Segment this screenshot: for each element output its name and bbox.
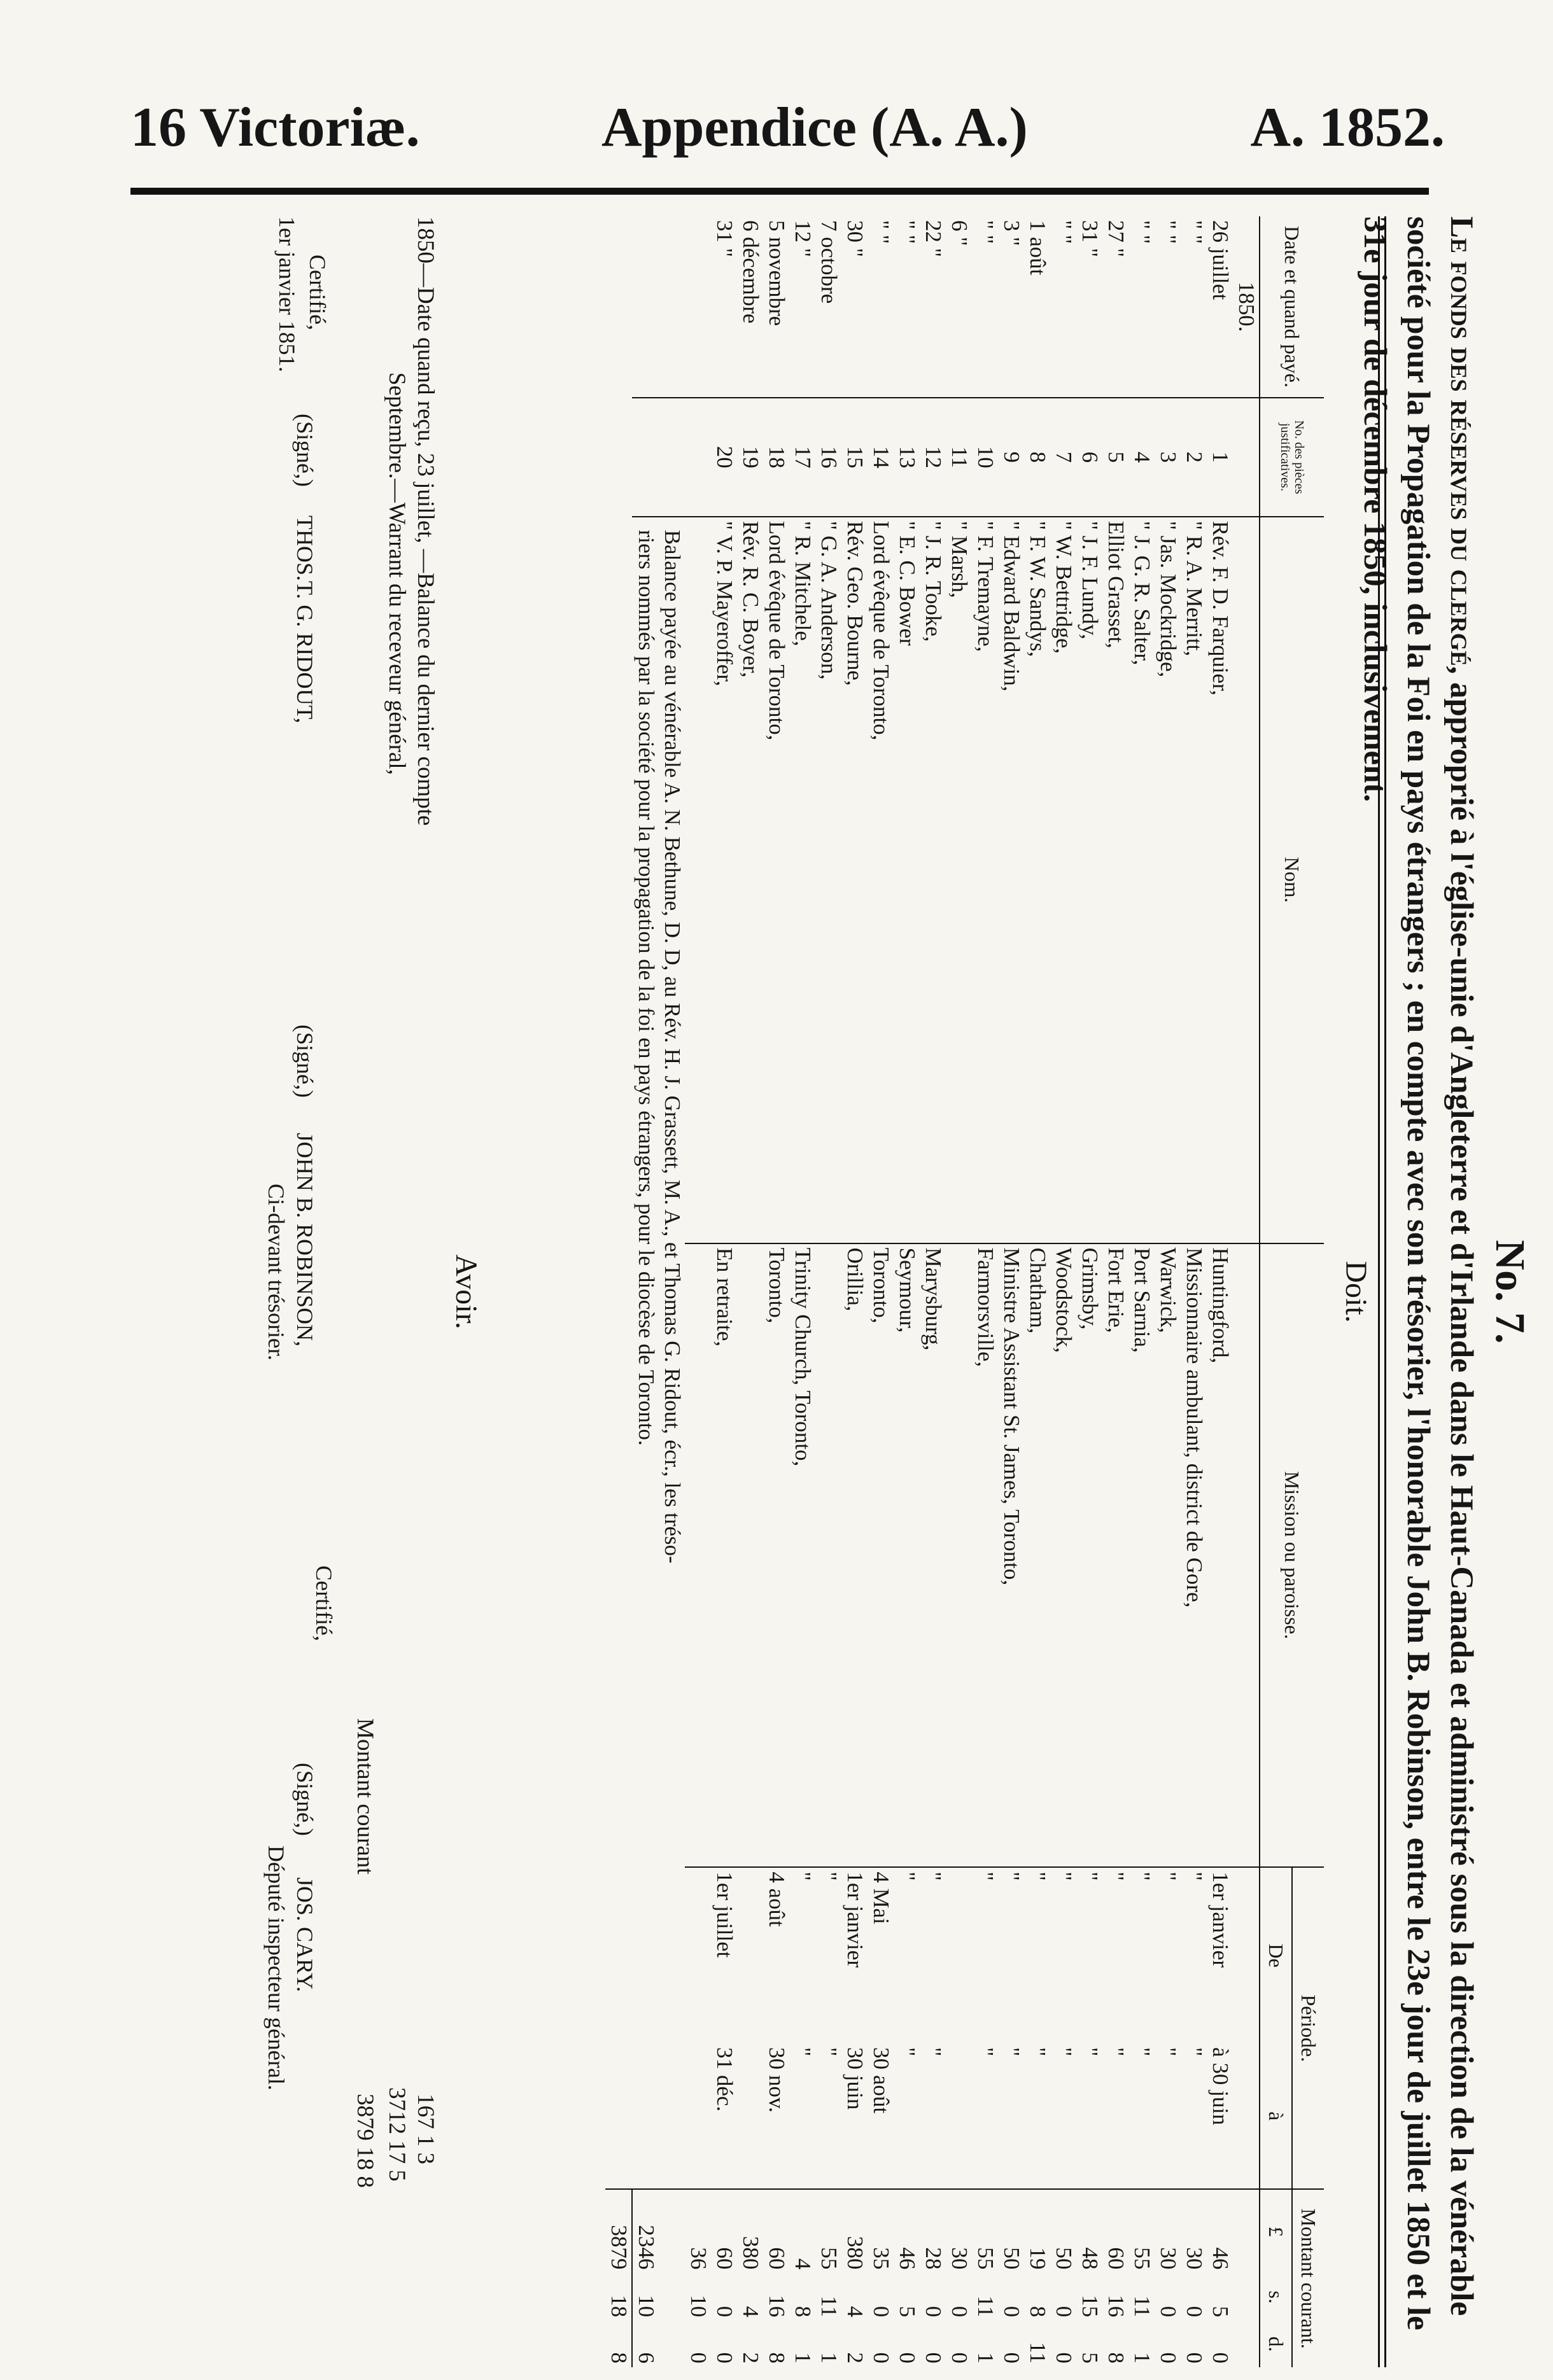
balance-pence: 6 bbox=[634, 2352, 659, 2363]
row-periode-de bbox=[737, 1867, 763, 2043]
row-periode-de: " bbox=[998, 1867, 1024, 2043]
row-voucher-no: 5 bbox=[1102, 398, 1128, 516]
row-mission: Missionnaire ambulant, district de Gore, bbox=[1181, 1243, 1207, 1868]
row-periode-a: 30 août bbox=[869, 2047, 894, 2114]
row-nom: Rév. Geo. Bourne, bbox=[841, 517, 868, 1243]
row-pence: 8 bbox=[764, 2352, 789, 2363]
table-row bbox=[1050, 216, 1076, 2367]
extra-pence: 0 bbox=[686, 2352, 711, 2363]
row-nom: Rév. F. D. Farquier, bbox=[1207, 517, 1233, 1243]
row-voucher-no: 18 bbox=[763, 398, 789, 516]
balance-text-2: riers nommés par la société pour la propagation de la foi en pays étrangers, pour le diocèse de Toronto. bbox=[632, 517, 659, 2190]
running-head-center: Appendice (A. A.) bbox=[601, 97, 1028, 158]
certifie-1: Certifié, bbox=[305, 255, 330, 330]
col-mission-header: Mission ou paroisse. bbox=[1260, 1243, 1324, 1868]
row-pence: 0 bbox=[999, 2352, 1024, 2363]
row-pence: 0 bbox=[712, 2352, 737, 2363]
row-date: " " bbox=[1051, 220, 1076, 244]
row-pounds: 55 bbox=[972, 2189, 998, 2273]
extra-shillings: 10 bbox=[686, 2295, 711, 2318]
row-nom: " J. G. R. Salter, bbox=[1128, 517, 1155, 1243]
row-mission: Fort Erie, bbox=[1102, 1243, 1128, 1868]
row-nom: Lord évêque de Toronto, bbox=[868, 517, 894, 1243]
blank bbox=[632, 398, 659, 516]
avoir-line-3: Montant courant bbox=[352, 1718, 378, 1875]
row-pounds: 60 bbox=[1102, 2189, 1128, 2273]
balance-shillings: 10 bbox=[634, 2295, 659, 2318]
row-periode-a: " bbox=[1051, 2047, 1076, 2057]
row-pence: 1 bbox=[1130, 2352, 1155, 2363]
row-mission: Toronto, bbox=[868, 1243, 894, 1868]
header-rule bbox=[130, 188, 1429, 195]
row-pence: 11 bbox=[1025, 2342, 1050, 2363]
row-periode-de: " bbox=[1050, 1867, 1076, 2043]
row-voucher-no: 14 bbox=[868, 398, 894, 516]
row-periode-de: 4 Mai bbox=[868, 1867, 894, 2043]
table-row bbox=[1102, 216, 1128, 2367]
col-pieces-header: No. des pièces justificatives. bbox=[1260, 398, 1324, 516]
row-pence: 0 bbox=[947, 2352, 972, 2363]
row-date: 6 " bbox=[947, 220, 972, 246]
blank bbox=[685, 1867, 711, 2043]
total-pence: 8 bbox=[605, 2321, 632, 2367]
row-voucher-no: 13 bbox=[894, 398, 920, 516]
row-pounds: 55 bbox=[1128, 2189, 1155, 2273]
row-periode-de: " bbox=[894, 1867, 920, 2043]
row-pounds: 46 bbox=[1207, 2189, 1233, 2273]
row-periode-de: 1er janvier bbox=[841, 1867, 868, 2043]
row-nom: " J. F. Lundy, bbox=[1076, 517, 1102, 1243]
table-row bbox=[920, 216, 946, 2367]
row-shillings: 5 bbox=[895, 2306, 920, 2318]
row-nom: " Jas. Mockridge, bbox=[1155, 517, 1181, 1243]
row-periode-a: " bbox=[895, 2047, 920, 2057]
row-shillings: 8 bbox=[1025, 2306, 1050, 2318]
col-periode-header: Période. bbox=[1292, 1867, 1324, 2189]
row-shillings: 0 bbox=[1182, 2306, 1207, 2318]
avoir-line-1-amount: 167 1 3 bbox=[412, 2094, 439, 2164]
row-date: " " bbox=[869, 220, 894, 244]
table-row bbox=[946, 216, 972, 2367]
col-nom-header: Nom. bbox=[1260, 517, 1324, 1243]
running-head-left: 16 Victoriæ. bbox=[130, 97, 420, 158]
row-pence: 0 bbox=[1208, 2352, 1233, 2363]
table-row bbox=[868, 216, 894, 2367]
row-pounds: 380 bbox=[737, 2189, 763, 2273]
row-date: 27 " bbox=[1104, 220, 1128, 258]
row-nom: " F. Tremayne, bbox=[972, 517, 998, 1243]
row-date: " " bbox=[1156, 220, 1181, 244]
row-voucher-no: 11 bbox=[946, 398, 972, 516]
row-pence: 0 bbox=[1051, 2352, 1076, 2363]
row-pounds: 19 bbox=[1024, 2189, 1050, 2273]
row-pence: 1 bbox=[973, 2352, 998, 2363]
row-date: 1 août bbox=[1025, 220, 1050, 276]
intro-smallcaps: Le fonds des réserves du clergé, bbox=[1444, 216, 1479, 675]
row-nom: " E. C. Bower bbox=[894, 517, 920, 1243]
row-voucher-no: 3 bbox=[1155, 398, 1181, 516]
row-pounds: 48 bbox=[1076, 2189, 1102, 2273]
row-date: 30 " bbox=[843, 220, 868, 258]
table-row bbox=[789, 216, 815, 2367]
table-row bbox=[1024, 216, 1050, 2367]
double-rule-top bbox=[1378, 216, 1386, 2367]
row-pounds: 60 bbox=[711, 2189, 737, 2273]
row-shillings: 0 bbox=[869, 2306, 894, 2318]
row-pence: 2 bbox=[738, 2352, 763, 2363]
row-periode-de: " bbox=[1102, 1867, 1128, 2043]
row-voucher-no: 20 bbox=[711, 398, 737, 516]
col-a-header: à bbox=[1260, 2043, 1292, 2189]
accounts-table bbox=[605, 216, 1324, 2367]
row-voucher-no: 9 bbox=[998, 398, 1024, 516]
row-nom: " W. Bettridge, bbox=[1050, 517, 1076, 1243]
blank bbox=[685, 2043, 711, 2189]
row-shillings: 16 bbox=[1104, 2295, 1128, 2318]
row-pence: 8 bbox=[1104, 2352, 1128, 2363]
row-periode-a: " bbox=[1182, 2047, 1207, 2057]
row-date: " " bbox=[1182, 220, 1207, 244]
row-shillings: 8 bbox=[791, 2306, 815, 2318]
row-pounds: 30 bbox=[1155, 2189, 1181, 2273]
intro-text: approprié à l'église-unie d'Angleterre et d'Irlande dans le Haut-Canada et administré sous la direction de la vénérable société pour la Propagation de la Foi en pays étrangers ; en compte avec son trésorier, l'honorable John B. Robinson, entre le 23e jour de juillet 1850 et le 31e jour de décembre 1850, inclusivement. bbox=[1357, 216, 1479, 2330]
total-shillings: 18 bbox=[605, 2273, 632, 2321]
row-pence: 1 bbox=[817, 2352, 841, 2363]
row-date: 12 " bbox=[791, 220, 815, 258]
row-date: 3 " bbox=[999, 220, 1024, 246]
row-mission: Chatham, bbox=[1024, 1243, 1050, 1868]
row-periode-a: " bbox=[791, 2047, 815, 2057]
balance-text-1: Balance payée au vénérable A. N. Bethune, D. D, au Rév. H. J. Grassett, M. A., et Thomas G. Ridout, écr., les tréso- bbox=[659, 517, 685, 2190]
row-voucher-no: 10 bbox=[972, 398, 998, 516]
row-pence: 0 bbox=[1182, 2352, 1207, 2363]
row-mission: Marysburg, bbox=[920, 1243, 946, 1868]
row-nom: " R. Mitchele, bbox=[789, 517, 815, 1243]
row-nom: " Marsh, bbox=[946, 517, 972, 1243]
row-voucher-no: 4 bbox=[1128, 398, 1155, 516]
row-date: 31 " bbox=[1078, 220, 1102, 258]
blank bbox=[685, 398, 711, 516]
row-date: 5 novembre bbox=[764, 220, 789, 326]
row-periode-de: " bbox=[1181, 1867, 1207, 2043]
row-periode-a: " bbox=[921, 2047, 946, 2057]
row-periode-de: " bbox=[972, 1867, 998, 2043]
row-periode-a: à 30 juin bbox=[1208, 2047, 1233, 2125]
row-periode-a bbox=[737, 2043, 763, 2189]
col-d-header: d. bbox=[1260, 2321, 1292, 2367]
row-shillings: 0 bbox=[921, 2306, 946, 2318]
row-shillings: 5 bbox=[1208, 2306, 1233, 2318]
year-label: 1850. bbox=[1234, 281, 1259, 332]
row-nom: " G. A. Anderson, bbox=[815, 517, 841, 1243]
row-mission: Warwick, bbox=[1155, 1243, 1181, 1868]
row-pence: 0 bbox=[895, 2352, 920, 2363]
row-periode-de: 4 août bbox=[763, 1867, 789, 2043]
row-date: " " bbox=[895, 220, 920, 244]
certifie-2: Certifié, bbox=[311, 1565, 337, 1641]
row-periode-a: " bbox=[999, 2047, 1024, 2057]
row-mission: Trinity Church, Toronto, bbox=[789, 1243, 815, 1868]
table-body bbox=[605, 216, 1260, 2367]
row-shillings: 4 bbox=[843, 2306, 868, 2318]
row-nom: " R. A. Merritt, bbox=[1181, 517, 1207, 1243]
row-shillings: 0 bbox=[1156, 2306, 1181, 2318]
row-periode-de: " bbox=[1155, 1867, 1181, 2043]
row-mission: Grimsby, bbox=[1076, 1243, 1102, 1868]
table-row bbox=[815, 216, 841, 2367]
table-row bbox=[1155, 216, 1181, 2367]
col-montant-header: Montant courant. bbox=[1292, 2189, 1324, 2367]
row-periode-a: " bbox=[1156, 2047, 1181, 2057]
blank bbox=[685, 1243, 711, 1868]
row-voucher-no: 12 bbox=[920, 398, 946, 516]
row-periode-a: 30 nov. bbox=[764, 2047, 789, 2113]
row-voucher-no: 19 bbox=[737, 398, 763, 516]
total-row bbox=[605, 216, 632, 2367]
row-mission bbox=[815, 1243, 841, 1868]
row-periode-a: " bbox=[1104, 2047, 1128, 2057]
blank bbox=[659, 2321, 685, 2367]
table-row bbox=[1207, 216, 1233, 2367]
row-date: 22 " bbox=[921, 220, 946, 258]
row-nom: Lord évêque de Toronto, bbox=[763, 517, 789, 1243]
date-1851: 1er janvier 1851. bbox=[274, 216, 300, 372]
row-nom: Elliot Grasset, bbox=[1102, 517, 1128, 1243]
row-pence: 0 bbox=[921, 2352, 946, 2363]
avoir-line-2-amount: 3712 17 5 bbox=[384, 2087, 410, 2181]
row-periode-a: 30 juin bbox=[843, 2047, 868, 2110]
avoir-line-2: Septembre.—Warrant du receveur général, bbox=[384, 372, 410, 775]
row-voucher-no: 2 bbox=[1181, 398, 1207, 516]
table-row bbox=[894, 216, 920, 2367]
row-date: 7 octobre bbox=[817, 220, 841, 304]
balance-pounds: 2346 bbox=[632, 2189, 659, 2273]
avoir-line-1: 1850—Date quand reçu, 23 juillet, —Balance du dernier compte bbox=[412, 216, 439, 826]
doit-heading: Doit. bbox=[1339, 1261, 1373, 1323]
row-date: 26 juillet bbox=[1208, 220, 1233, 300]
row-mission: Seymour, bbox=[894, 1243, 920, 1868]
table-row bbox=[711, 216, 737, 2367]
document-number: No. 7. bbox=[1487, 1240, 1533, 1344]
table-row-extra bbox=[685, 216, 711, 2367]
row-periode-de: " bbox=[815, 1867, 841, 2043]
blank bbox=[685, 216, 711, 398]
row-pounds: 28 bbox=[920, 2189, 946, 2273]
row-voucher-no: 17 bbox=[789, 398, 815, 516]
blank bbox=[659, 2273, 685, 2321]
row-periode-de: 1er juillet bbox=[711, 1867, 737, 2043]
balance-row bbox=[632, 216, 659, 2367]
row-date: 31 " bbox=[712, 220, 737, 258]
row-shillings: 4 bbox=[738, 2306, 763, 2318]
row-nom: Rév. R. C. Boyer, bbox=[737, 517, 763, 1243]
row-voucher-no: 1 bbox=[1207, 398, 1233, 516]
row-voucher-no: 6 bbox=[1076, 398, 1102, 516]
signatory-ridout: THOS.T. G. RIDOUT, bbox=[292, 515, 318, 724]
row-mission: Huntingford, bbox=[1207, 1243, 1233, 1868]
row-pence: 5 bbox=[1078, 2352, 1102, 2363]
row-shillings: 0 bbox=[712, 2306, 737, 2318]
row-mission bbox=[737, 1243, 763, 1868]
row-nom: " J. R. Tooke, bbox=[920, 517, 946, 1243]
row-pence: 1 bbox=[791, 2352, 815, 2363]
row-pounds: 380 bbox=[841, 2189, 868, 2273]
row-mission: Port Sarnia, bbox=[1128, 1243, 1155, 1868]
row-pounds: 4 bbox=[789, 2189, 815, 2273]
table-row bbox=[998, 216, 1024, 2367]
row-periode-a: " bbox=[1130, 2047, 1155, 2057]
extra-pounds: 36 bbox=[685, 2189, 711, 2273]
row-shillings: 0 bbox=[947, 2306, 972, 2318]
col-date-header: Date et quand payé. bbox=[1260, 216, 1324, 398]
table-row bbox=[737, 216, 763, 2367]
row-shillings: 15 bbox=[1078, 2295, 1102, 2318]
row-mission: Ministre Assistant St. James, Toronto, bbox=[998, 1243, 1024, 1868]
col-de-header: De bbox=[1260, 1867, 1292, 2043]
blank bbox=[659, 398, 685, 516]
row-shillings: 11 bbox=[1130, 2295, 1155, 2318]
row-periode-de: " bbox=[789, 1867, 815, 2043]
row-periode-de: 1er janvier bbox=[1207, 1867, 1233, 2043]
table-row bbox=[1181, 216, 1207, 2367]
row-mission: Woodstock, bbox=[1050, 1243, 1076, 1868]
row-nom: " V. P. Mayeroffer, bbox=[711, 517, 737, 1243]
row-periode-de: " bbox=[1076, 1867, 1102, 2043]
table-row bbox=[763, 216, 789, 2367]
row-voucher-no: 16 bbox=[815, 398, 841, 516]
row-periode-a: " bbox=[973, 2047, 998, 2057]
row-mission: Farmorsville, bbox=[972, 1243, 998, 1868]
row-periode-a: 31 déc. bbox=[712, 2047, 737, 2112]
row-mission: Orillia, bbox=[841, 1243, 868, 1868]
row-periode-de bbox=[946, 1867, 972, 2043]
row-periode-a: " bbox=[817, 2047, 841, 2057]
blank bbox=[659, 2189, 685, 2273]
blank bbox=[659, 216, 685, 398]
avoir-line-3-amount: 3879 18 8 bbox=[352, 2094, 378, 2188]
signe-3: (Signé,) bbox=[292, 1763, 318, 1836]
row-pounds: 55 bbox=[815, 2189, 841, 2273]
row-pounds: 50 bbox=[1050, 2189, 1076, 2273]
row-nom: " F. W. Sandys, bbox=[1024, 517, 1050, 1243]
table-row bbox=[841, 216, 868, 2367]
row-voucher-no: 15 bbox=[841, 398, 868, 516]
table-row bbox=[1128, 216, 1155, 2367]
row-pounds: 30 bbox=[1181, 2189, 1207, 2273]
row-pounds: 50 bbox=[998, 2189, 1024, 2273]
row-mission: En retraite, bbox=[711, 1243, 737, 1868]
col-s-header: s. bbox=[1260, 2273, 1292, 2321]
rotated-document bbox=[115, 216, 1553, 2367]
row-shillings: 0 bbox=[1051, 2306, 1076, 2318]
row-voucher-no: 7 bbox=[1050, 398, 1076, 516]
row-pounds: 30 bbox=[946, 2189, 972, 2273]
row-date: 6 décembre bbox=[738, 220, 763, 324]
col-l-header: £ bbox=[1260, 2189, 1292, 2273]
row-voucher-no: 8 bbox=[1024, 398, 1050, 516]
row-mission bbox=[946, 1243, 972, 1868]
total-pounds: 3879 bbox=[605, 2189, 632, 2273]
row-mission: Toronto, bbox=[763, 1243, 789, 1868]
blank bbox=[685, 517, 711, 1243]
row-pounds: 35 bbox=[868, 2189, 894, 2273]
table-row bbox=[1076, 216, 1102, 2367]
row-pence: 2 bbox=[843, 2352, 868, 2363]
title-robinson: Ci-devant trésorier. bbox=[264, 1184, 289, 1361]
title-cary: Député inspecteur général. bbox=[264, 1845, 289, 2090]
signatory-cary: JOS. CARY. bbox=[292, 1877, 318, 1992]
row-nom: " Edward Baldwin, bbox=[998, 517, 1024, 1243]
row-shillings: 11 bbox=[973, 2295, 998, 2318]
row-periode-a: " bbox=[1025, 2047, 1050, 2057]
row-periode-a: " bbox=[1078, 2047, 1102, 2057]
avoir-heading: Avoir. bbox=[449, 1254, 483, 1329]
signe-2: (Signé,) bbox=[292, 1025, 318, 1098]
row-date: " " bbox=[973, 220, 998, 244]
row-periode-de: " bbox=[920, 1867, 946, 2043]
row-shillings: 16 bbox=[764, 2295, 789, 2318]
row-periode-a bbox=[946, 2043, 972, 2189]
row-shillings: 11 bbox=[817, 2295, 841, 2318]
row-shillings: 0 bbox=[999, 2306, 1024, 2318]
row-pounds: 46 bbox=[894, 2189, 920, 2273]
row-pence: 0 bbox=[1156, 2352, 1181, 2363]
row-date: " " bbox=[1130, 220, 1155, 244]
running-head-right: A. 1852. bbox=[1250, 97, 1445, 158]
row-periode-de: " bbox=[1024, 1867, 1050, 2043]
blank bbox=[605, 216, 632, 2189]
row-pence: 0 bbox=[869, 2352, 894, 2363]
blank bbox=[632, 216, 659, 398]
signe-1: (Signé,) bbox=[292, 414, 318, 487]
row-periode-de: " bbox=[1128, 1867, 1155, 2043]
row-pounds: 60 bbox=[763, 2189, 789, 2273]
balance-row bbox=[659, 216, 685, 2367]
table-row bbox=[972, 216, 998, 2367]
signatory-robinson: JOHN B. ROBINSON, bbox=[292, 1133, 318, 1347]
